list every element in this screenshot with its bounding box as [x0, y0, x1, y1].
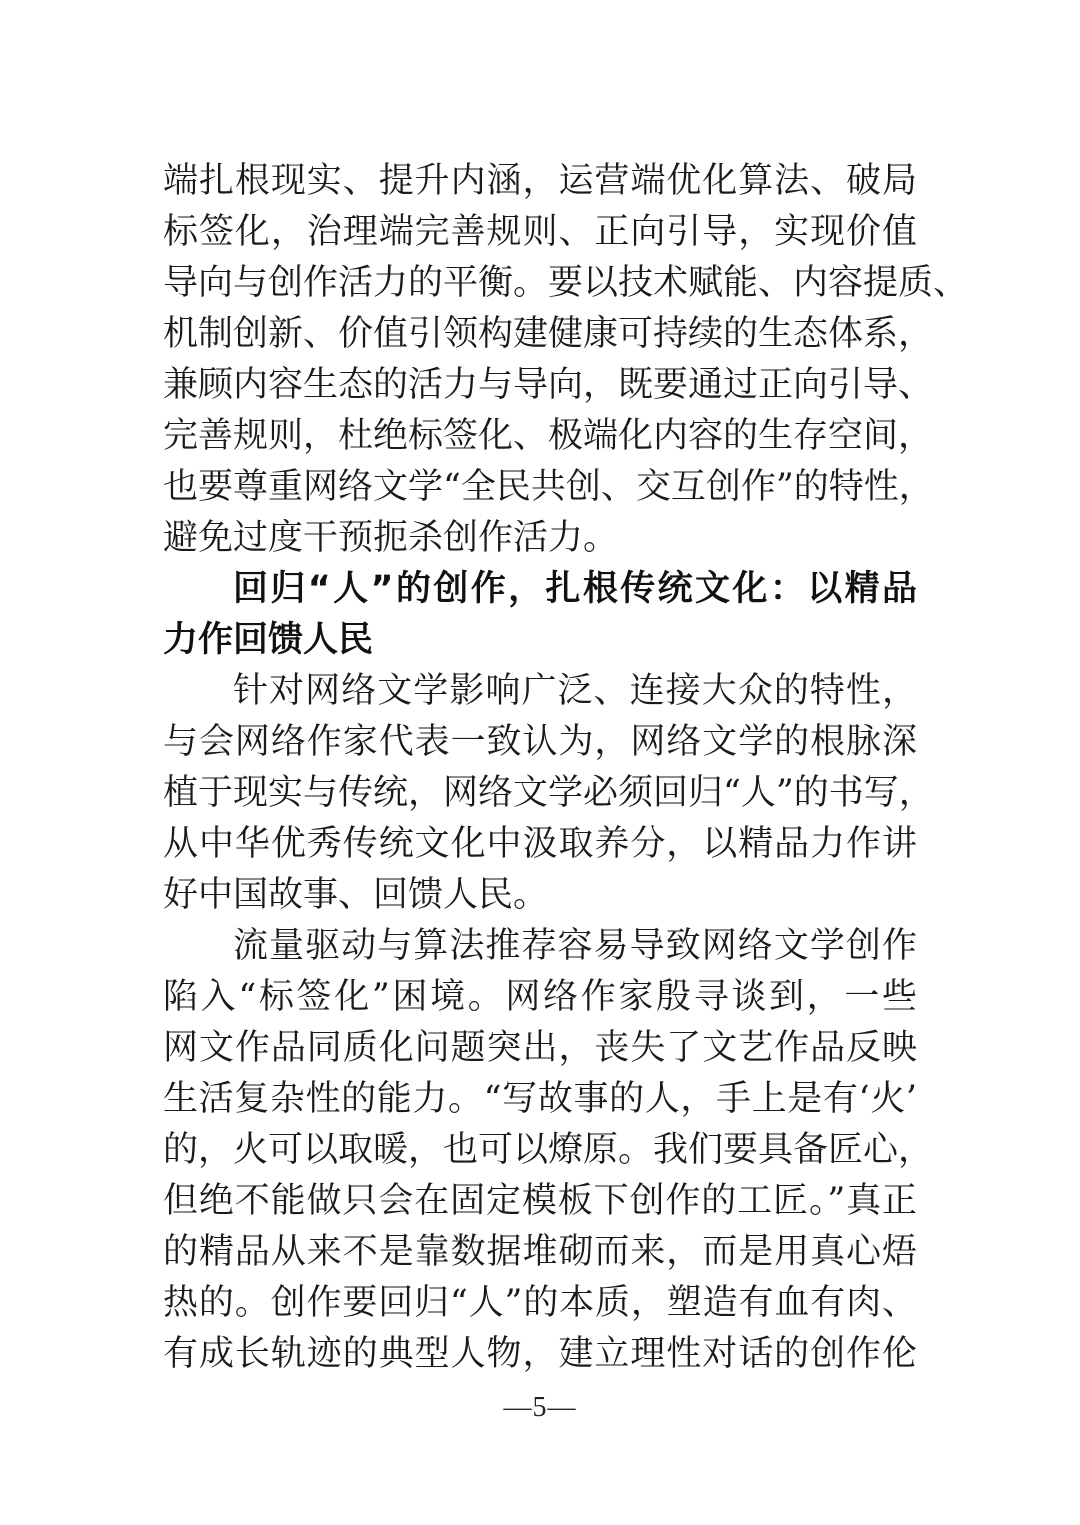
text-line: 陷入“标签化”困境。网络作家殷寻谈到，一些 — [163, 977, 917, 1017]
heading-line: 力作回馈人民 — [163, 620, 374, 660]
text-line: 好中国故事、回馈人民。 — [163, 875, 549, 915]
text-line: 网文作品同质化问题突出，丧失了文艺作品反映 — [163, 1028, 917, 1068]
paragraph-1 — [163, 156, 969, 564]
text-line: 与会网络作家代表一致认为，网络文学的根脉深 — [163, 722, 917, 762]
text-line: 完善规则，杜绝标签化、极端化内容的生存空间， — [163, 416, 934, 456]
text-line: 标签化，治理端完善规则、正向引导，实现价值 — [163, 212, 917, 252]
text-line: 机制创新、价值引领构建健康可持续的生态体系， — [163, 314, 934, 354]
text-line: 针对网络文学影响广泛、连接大众的特性， — [233, 671, 917, 711]
page-number: —5— — [503, 1392, 577, 1423]
text-line: 兼顾内容生态的活力与导向，既要通过正向引导、 — [163, 365, 934, 405]
text-line: 生活复杂性的能力。“写故事的人，手上是有‘火’ — [163, 1079, 917, 1119]
text-line: 避免过度干预扼杀创作活力。 — [163, 518, 619, 558]
text-line: 导向与创作活力的平衡。要以技术赋能、内容提质、 — [163, 263, 969, 303]
paragraph-2 — [163, 666, 934, 921]
text-line: 也要尊重网络文学“全民共创、交互创作”的特性， — [163, 467, 934, 507]
heading-line: 回归“人”的创作，扎根传统文化：以精品 — [233, 569, 917, 609]
text-line: 的，火可以取暖，也可以燎原。我们要具备匠心， — [163, 1130, 934, 1170]
text-line: 流量驱动与算法推荐容易导致网络文学创作 — [233, 926, 917, 966]
text-line: 有成长轨迹的典型人物，建立理性对话的创作伦 — [163, 1334, 917, 1374]
text-line: 的精品从来不是靠数据堆砌而来，而是用真心焐 — [163, 1232, 917, 1272]
section-heading — [163, 564, 917, 666]
text-line: 从中华优秀传统文化中汲取养分，以精品力作讲 — [163, 824, 917, 864]
text-line: 植于现实与传统，网络文学必须回归“人”的书写， — [163, 773, 934, 813]
text-line: 端扎根现实、提升内涵，运营端优化算法、破局 — [163, 161, 917, 201]
paragraph-3 — [163, 921, 934, 1380]
text-line: 但绝不能做只会在固定模板下创作的工匠。”真正 — [163, 1181, 917, 1221]
document-page — [163, 156, 969, 1380]
text-line: 热的。创作要回归“人”的本质，塑造有血有肉、 — [163, 1283, 917, 1323]
